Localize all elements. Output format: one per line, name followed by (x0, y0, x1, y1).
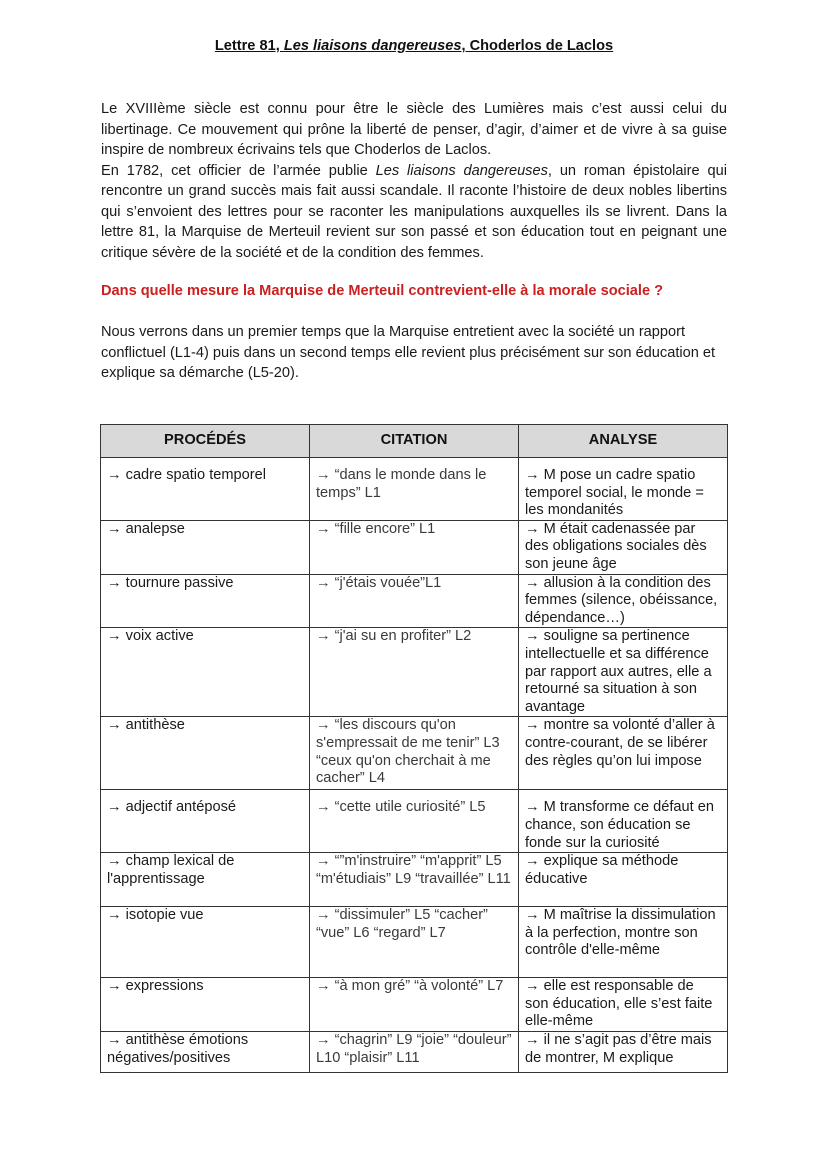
citation-cell (310, 907, 519, 978)
citation-text: → “cette utile curiosité” L5 (316, 799, 486, 816)
analyse-cell (519, 458, 728, 521)
citation-cell (310, 1031, 519, 1072)
document-title (0, 38, 828, 54)
analyse-text: → M maîtrise la dissimulation à la perfection, montre son contrôle d'elle-même (525, 907, 716, 959)
analyse-text: → M transforme ce défaut en chance, son éducation se fonde sur la curiosité (525, 799, 714, 851)
procede-cell (101, 1031, 310, 1072)
table-row (101, 1031, 728, 1072)
citation-cell (310, 717, 519, 790)
analyse-cell (519, 853, 728, 907)
citation-text: → “”m'instruire” “m'apprit” L5 “m'étudiais” L9 “travaillée” L11 (316, 853, 511, 887)
table-row (101, 790, 728, 853)
citation-text: → “à mon gré” “à volonté” L7 (316, 978, 504, 995)
plan-paragraph: Nous verrons dans un premier temps que la Marquise entretient avec la société un rapport conflictuel (L1-4) puis dans un second temps elle revient plus précisément sur son éducation et explique sa démarche (L5-20). (101, 324, 716, 381)
analysis-table (100, 424, 728, 1073)
table-row (101, 717, 728, 790)
intro-p2-book-name: Les liaisons dangereuses (375, 162, 548, 179)
analyse-text: → montre sa volonté d’aller à contre-courant, de se libérer des règles qu’on lui impose (525, 717, 715, 769)
citation-text: → “j'ai su en profiter” L2 (316, 628, 472, 645)
analyse-text: → souligne sa pertinence intellectuelle et sa différence par rapport aux autres, elle a retourné sa situation à son avantage (525, 628, 712, 715)
header-procedes: PROCÉDÉS (101, 425, 310, 458)
analyse-cell (519, 907, 728, 978)
procede-text: → tournure passive (107, 574, 234, 591)
procede-text: → antithèse (107, 717, 185, 734)
intro-paragraph-2 (101, 161, 727, 264)
table-row (101, 574, 728, 628)
analyse-cell (519, 978, 728, 1032)
table-row (101, 907, 728, 978)
analyse-cell (519, 520, 728, 574)
procede-cell (101, 520, 310, 574)
analyse-text: → M pose un cadre spatio temporel social, le monde = les mondanités (525, 467, 704, 519)
procede-cell (101, 790, 310, 853)
procede-cell (101, 717, 310, 790)
table-group-1 (101, 458, 728, 790)
analyse-text: → il ne s’agit pas d’être mais de montrer, M explique (525, 1031, 712, 1066)
table-row (101, 978, 728, 1032)
citation-text: → “fille encore” L1 (316, 520, 436, 537)
table-row (101, 628, 728, 717)
header-citation: CITATION (310, 425, 519, 458)
analyse-cell (519, 790, 728, 853)
citation-cell (310, 458, 519, 521)
analyse-text: → elle est responsable de son éducation, elle s’est faite elle-même (525, 978, 713, 1030)
citation-cell (310, 790, 519, 853)
table-row (101, 520, 728, 574)
procede-text: → champ lexical de l'apprentissage (107, 853, 235, 887)
citation-cell (310, 574, 519, 628)
introduction (101, 99, 727, 263)
header-analyse: ANALYSE (519, 425, 728, 458)
analyse-text: → allusion à la condition des femmes (silence, obéissance, dépendance…) (525, 574, 718, 626)
citation-text: → “chagrin” L9 “joie” “douleur” L10 “plaisir” L11 (316, 1031, 512, 1066)
procede-cell (101, 458, 310, 521)
title-part-3: , Choderlos de Laclos (461, 38, 614, 54)
table-group-2 (101, 790, 728, 1073)
intro-p2-end: , un roman épistolaire qui rencontre un grand succès mais fait aussi scandale. Il raconte l’histoire de deux nobles libertins qui s’envoient des lettres pour se raconter les manipulations auxquelles ils se livrent. Dans la lettre 81, la Marquise de Merteuil revient sur son passé et son éducation tout en peignant une critique sévère de la société et de la condition des femmes. (101, 162, 727, 261)
procede-text: → expressions (107, 978, 204, 995)
procede-cell (101, 978, 310, 1032)
citation-cell (310, 978, 519, 1032)
citation-text: → “j'étais vouée”L1 (316, 574, 442, 591)
citation-text: → “dissimuler” L5 “cacher” “vue” L6 “regard” L7 (316, 907, 488, 941)
procede-cell (101, 853, 310, 907)
procede-text: → cadre spatio temporel (107, 467, 266, 483)
procede-cell (101, 574, 310, 628)
citation-cell (310, 628, 519, 717)
analyse-cell (519, 628, 728, 717)
citation-cell (310, 853, 519, 907)
citation-text: → “les discours qu'on s'empressait de me tenir” L3 “ceux qu'on cherchait à me cacher” L4 (316, 717, 500, 787)
procede-text: → adjectif antéposé (107, 799, 236, 816)
analyse-text: → M était cadenassée par des obligations sociales dès son jeune âge (525, 520, 707, 572)
table-row (101, 853, 728, 907)
procede-text: → isotopie vue (107, 907, 204, 924)
procede-cell (101, 907, 310, 978)
table-header-row (101, 425, 728, 458)
analyse-text: → explique sa méthode éducative (525, 853, 679, 887)
citation-cell (310, 520, 519, 574)
analyse-cell (519, 717, 728, 790)
analyse-cell (519, 574, 728, 628)
intro-p2-start: En 1782, cet officier de l’armée publie (101, 162, 376, 179)
title-book-name: Les liaisons dangereuses (283, 38, 462, 54)
problematique-question: Dans quelle mesure la Marquise de Merteuil contrevient-elle à la morale sociale ? (101, 283, 664, 299)
procede-text: → antithèse émotions négatives/positives (107, 1031, 249, 1066)
procede-text: → analepse (107, 520, 185, 537)
analyse-cell (519, 1031, 728, 1072)
procede-cell (101, 628, 310, 717)
title-part-1: Lettre 81, (214, 38, 284, 54)
intro-paragraph-1: Le XVIIIème siècle est connu pour être le siècle des Lumières mais c’est aussi celui du libertinage. Ce mouvement qui prône la liberté de penser, d’agir, d’aimer et de vivre à sa guise inspire de nombreux écrivains tels que Choderlos de Laclos. (101, 101, 727, 158)
procede-text: → voix active (107, 628, 194, 645)
table-row (101, 458, 728, 521)
citation-text: → “dans le monde dans le temps” L1 (316, 467, 487, 501)
